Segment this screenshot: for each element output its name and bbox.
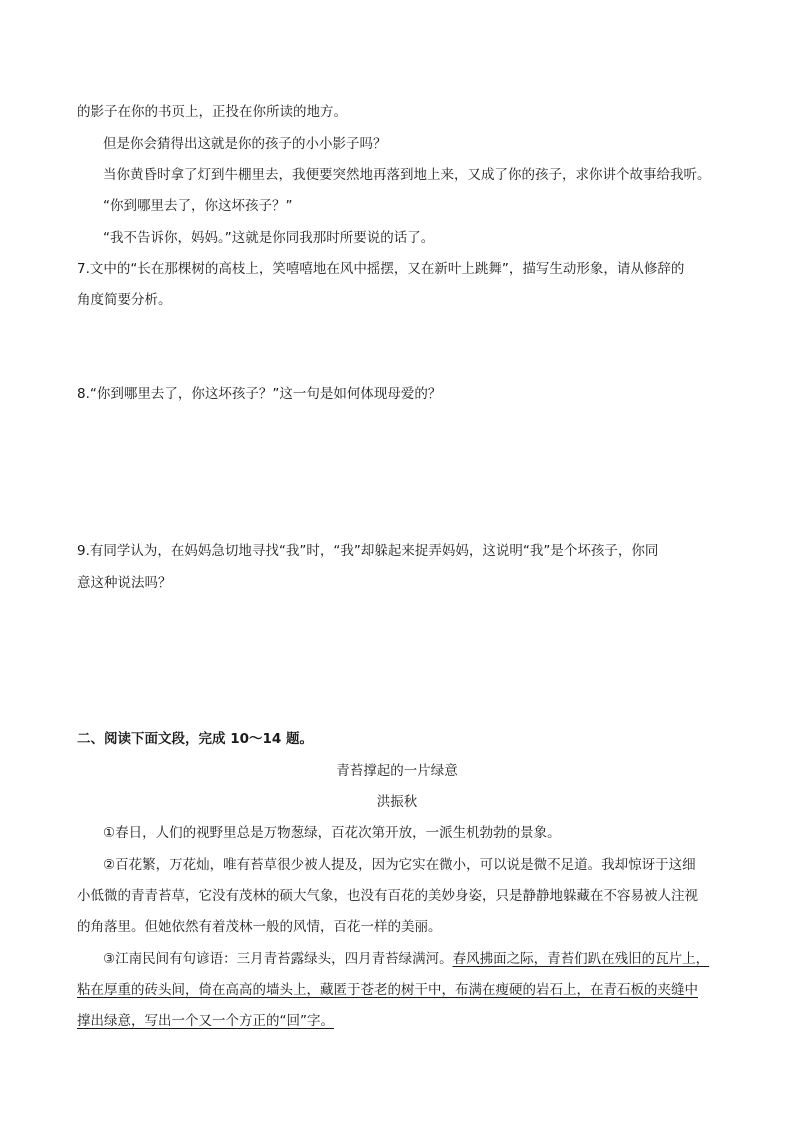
article-paragraph-3-line-1	[103, 950, 709, 968]
question-8: 8.“你到哪里去了，你这坏孩子？”这一句是如何体现母爱的？	[77, 386, 442, 402]
article-author: 洪振秋	[376, 794, 418, 810]
section-2-heading: 二、阅读下面文段，完成 10～14 题。	[77, 731, 313, 747]
underlined-sentence-part-1: 春风拂面之际，青苔们趴在残旧的瓦片上，	[452, 951, 710, 967]
underlined-sentence-part-3: 撑出绿意，写出一个又一个方正的“回”字。	[77, 1013, 334, 1029]
article-paragraph-2-line-3: 的角落里。但她依然有着茂林一般的风情，百花一样的美丽。	[77, 919, 442, 935]
question-7-line-2: 角度简要分析。	[77, 292, 172, 308]
passage-line-4: “你到哪里去了，你这坏孩子？”	[103, 198, 293, 214]
article-paragraph-2-line-2: 小低微的青青苔草，它没有茂林的硕大气象，也没有百花的美妙身姿，只是静静地躲藏在不容易被人注视	[77, 888, 698, 904]
question-7-line-1: 7.文中的“长在那棵树的高枝上，笑嘻嘻地在风中摇摆，又在新叶上跳舞”，描写生动形象，请从修辞的	[77, 261, 685, 277]
passage-line-3: 当你黄昏时拿了灯到牛棚里去，我便要突然地再落到地上来，又成了你的孩子，求你讲个故事给我听。	[103, 167, 711, 183]
question-9-line-2: 意这种说法吗？	[77, 575, 172, 591]
article-paragraph-1: ①春日，人们的视野里总是万物葱绿，百花次第开放，一派生机勃勃的景象。	[103, 825, 561, 841]
article-paragraph-2-line-1: ②百花繁，万花灿，唯有苔草很少被人提及，因为它实在微小，可以说是微不足道。我却惊讶于这细	[103, 857, 696, 873]
question-9-line-1: 9.有同学认为，在妈妈急切地寻找“我”时，“我”却躲起来捉弄妈妈，这说明“我”是个坏孩子，你同	[77, 543, 659, 559]
article-title: 青苔撑起的一片绿意	[336, 763, 458, 779]
proverb-text: ③江南民间有句谚语：三月青苔露绿头，四月青苔绿满河。	[103, 951, 453, 967]
passage-line-5: “我不告诉你，妈妈。”这就是你同我那时所要说的话了。	[103, 230, 435, 246]
passage-line-2: 但是你会猜得出这就是你的孩子的小小影子吗？	[103, 136, 387, 152]
underlined-sentence-part-2: 粘在厚重的砖头间，倚在高高的墙头上，藏匿于苍老的树干中，布满在瘦硬的岩石上，在青石板的夹缝中	[77, 982, 698, 998]
passage-line-1: 的影子在你的书页上，正投在你所读的地方。	[77, 104, 347, 120]
